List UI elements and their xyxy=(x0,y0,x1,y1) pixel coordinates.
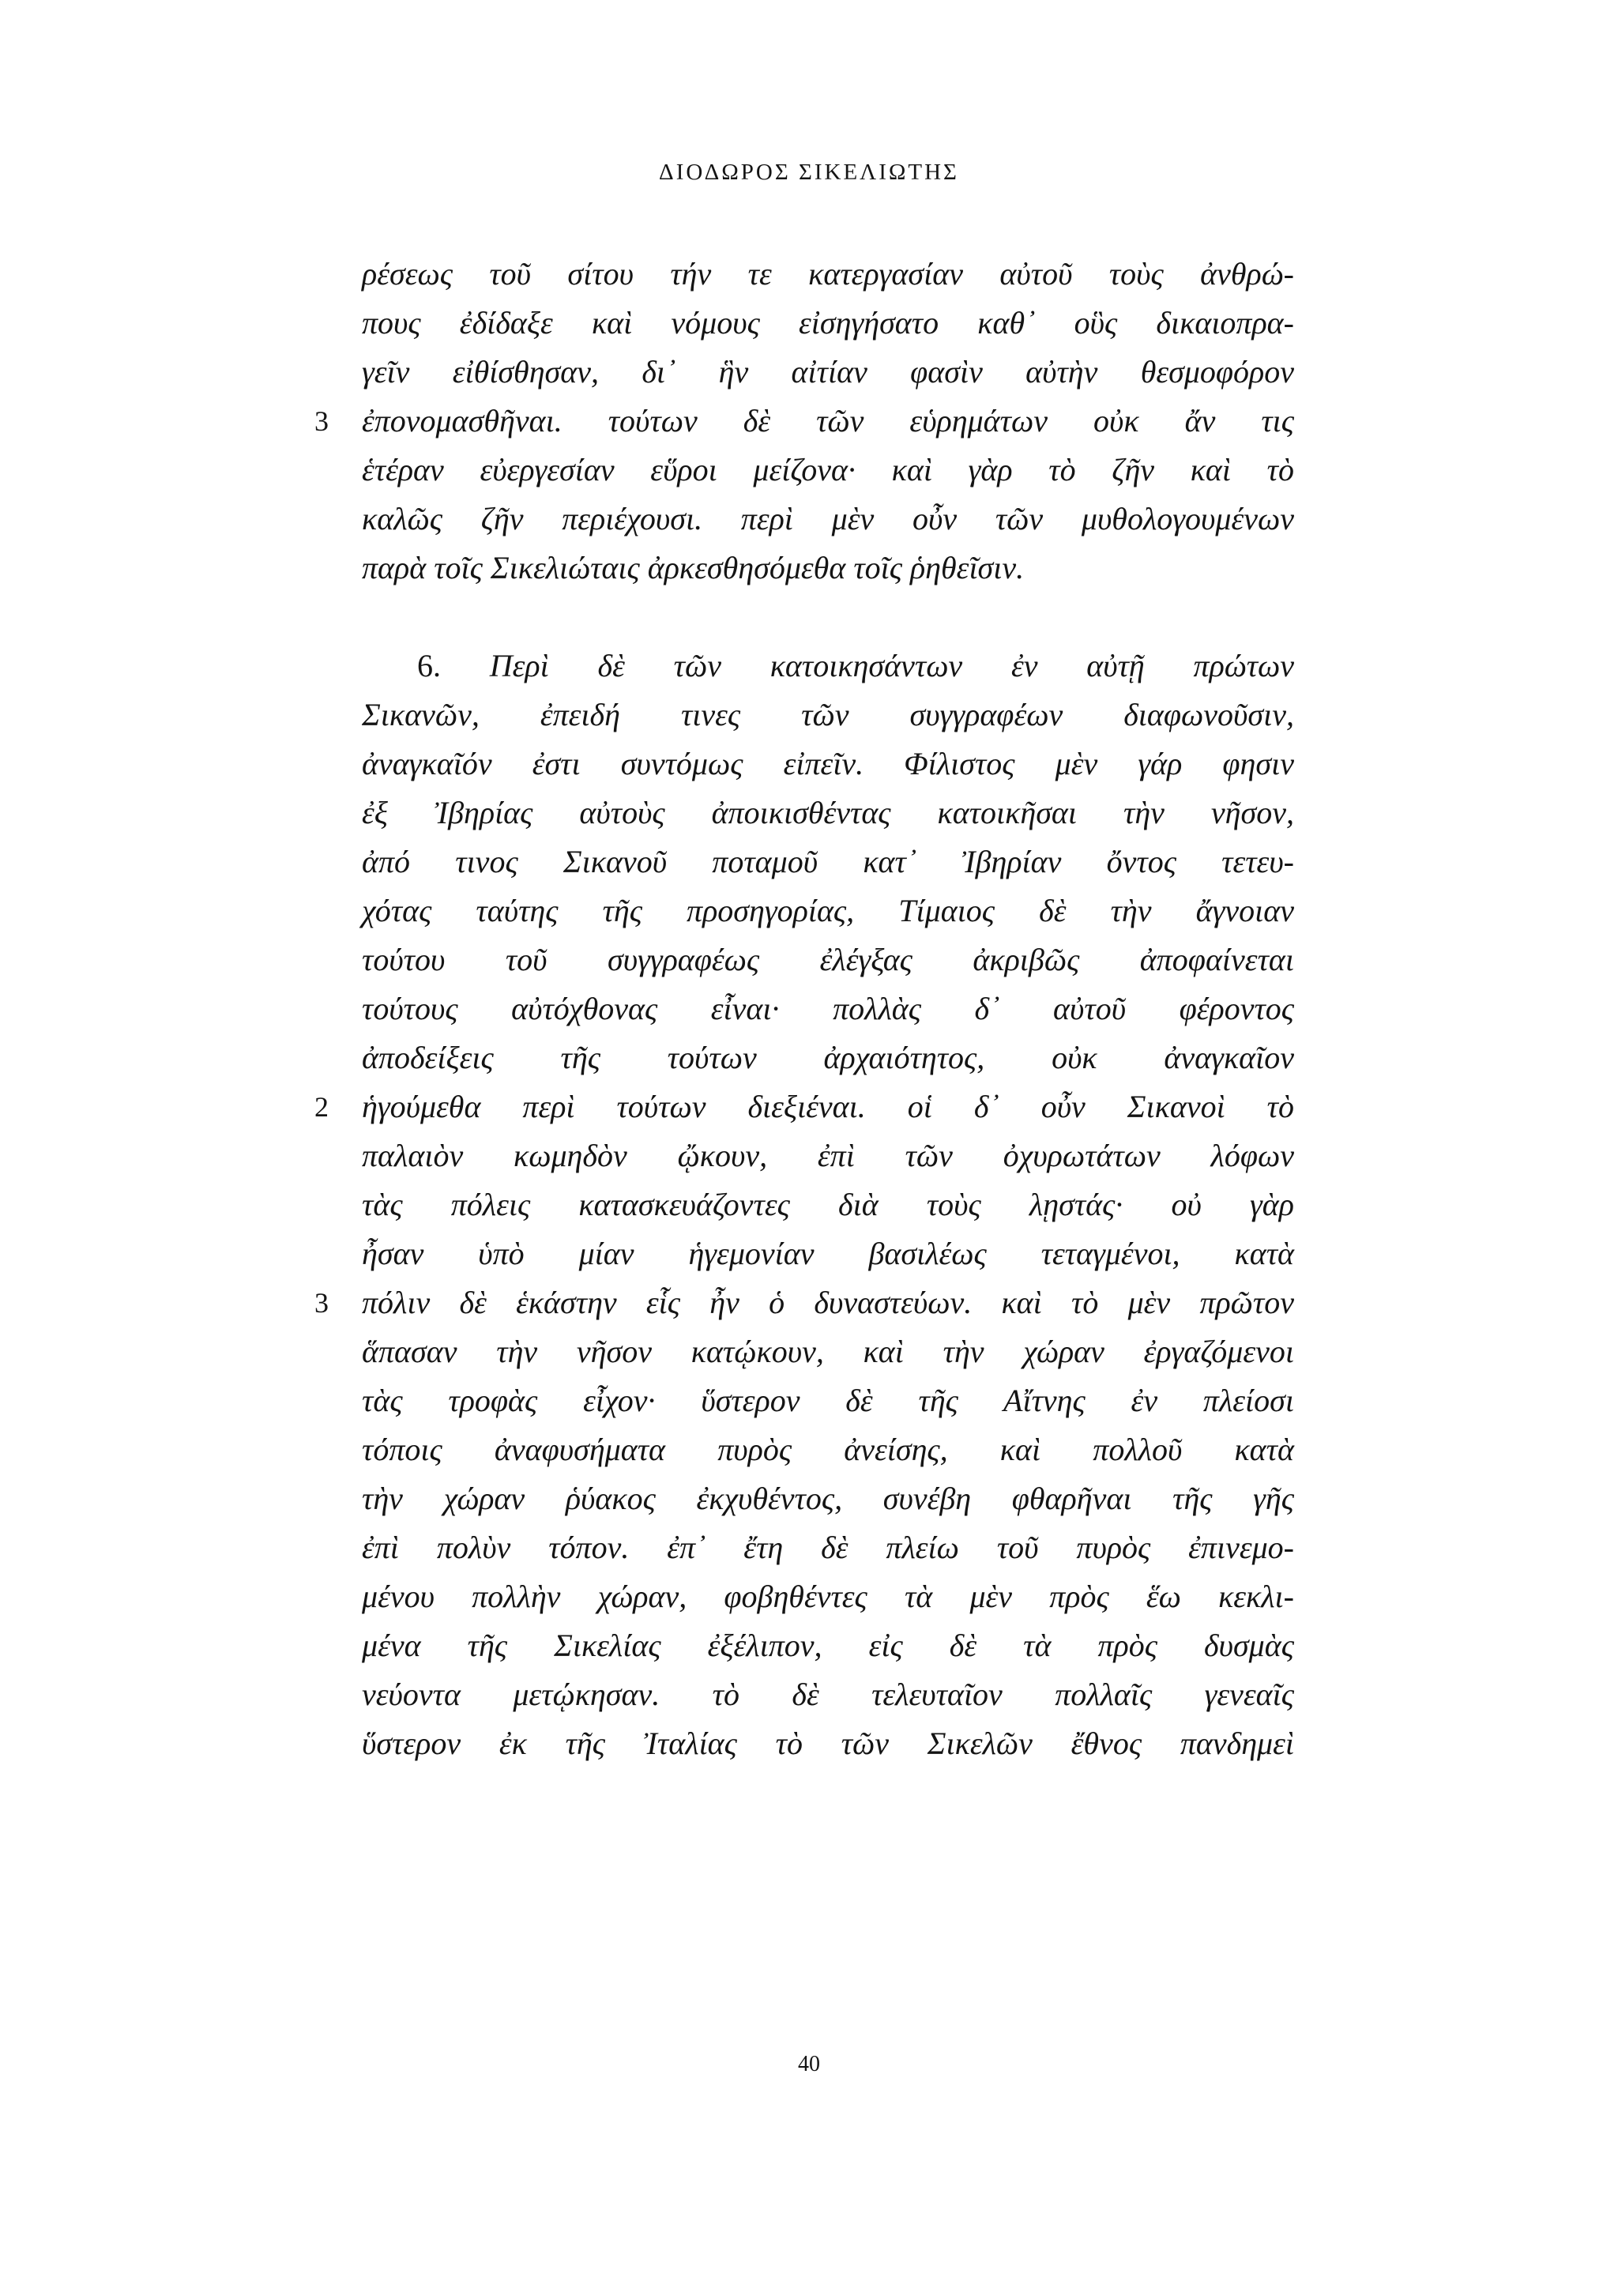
line-text: τὰς τροφὰς εἶχον· ὕστερον δὲ τῆς Αἴτνης ἐν πλείοσι xyxy=(362,1383,1294,1418)
line-text: τόποις ἀναφυσήματα πυρὸς ἀνείσης, καὶ πολλοῦ κατὰ xyxy=(362,1432,1294,1467)
line-text: ἑτέραν εὐεργεσίαν εὕροι μείζονα· καὶ γὰρ τὸ ζῆν καὶ τὸ xyxy=(362,452,1294,487)
line-text: γεῖν εἰθίσθησαν, δι᾽ ἣν αἰτίαν φασὶν αὐτὴν θεσμοφόρον xyxy=(362,354,1294,390)
text-line xyxy=(362,250,1294,299)
text-line xyxy=(362,446,1294,495)
text-line xyxy=(362,1621,1294,1670)
line-text: ἐπονομασθῆναι. τούτων δὲ τῶν εὑρημάτων οὐκ ἄν τις xyxy=(362,403,1294,438)
line-text: ρέσεως τοῦ σίτου τήν τε κατεργασίαν αὐτοῦ τοὺς ἀνθρώ- xyxy=(362,256,1294,292)
line-text: τὴν χώραν ῥύακος ἐκχυθέντος, συνέβη φθαρῆναι τῆς γῆς xyxy=(362,1481,1294,1516)
text-line xyxy=(362,740,1294,789)
text-line xyxy=(362,984,1294,1033)
marginal-number: 2 xyxy=(314,1091,329,1123)
text-line xyxy=(362,1180,1294,1229)
line-text: ὕστερον ἐκ τῆς Ἰταλίας τὸ τῶν Σικελῶν ἔθνος πανδημεὶ xyxy=(362,1726,1294,1761)
text-line xyxy=(362,1523,1294,1572)
line-text: ἅπασαν τὴν νῆσον κατῴκουν, καὶ τὴν χώραν ἐργαζόμενοι xyxy=(362,1334,1294,1369)
line-text: πόλιν δὲ ἑκάστην εἷς ἦν ὁ δυναστεύων. καὶ τὸ μὲν πρῶτον xyxy=(362,1285,1294,1320)
paragraph xyxy=(314,691,1294,1768)
section-first-line xyxy=(362,642,1294,691)
text-line xyxy=(362,348,1294,397)
text-line xyxy=(362,691,1294,740)
line-text: τούτους αὐτόχθονας εἶναι· πολλὰς δ᾽ αὐτοῦ φέροντος xyxy=(362,991,1294,1026)
line-text: τὰς πόλεις κατασκευάζοντες διὰ τοὺς λῃστάς· οὐ γὰρ xyxy=(362,1187,1294,1222)
text-line xyxy=(362,1719,1294,1768)
text-line xyxy=(314,1082,1294,1131)
main-text xyxy=(314,250,1295,1768)
line-text: νεύοντα μετῴκησαν. τὸ δὲ τελευταῖον πολλαῖς γενεαῖς xyxy=(362,1677,1294,1712)
line-text: ἡγούμεθα περὶ τούτων διεξιέναι. οἱ δ᾽ οὖν Σικανοὶ τὸ xyxy=(362,1089,1294,1124)
text-line xyxy=(362,837,1294,886)
text-line xyxy=(362,1670,1294,1719)
text-line xyxy=(362,1425,1294,1474)
text-line xyxy=(362,1474,1294,1523)
line-text: ἦσαν ὑπὸ μίαν ἡγεμονίαν βασιλέως τεταγμένοι, κατὰ xyxy=(362,1236,1294,1271)
text-line xyxy=(314,397,1294,446)
marginal-number: 3 xyxy=(314,1287,329,1319)
text-line xyxy=(362,1376,1294,1425)
text-line xyxy=(362,1131,1294,1180)
line-text: ἀπό τινος Σικανοῦ ποταμοῦ κατ᾽ Ἰβηρίαν ὄντος τετευ- xyxy=(362,844,1294,879)
text-line xyxy=(362,1327,1294,1376)
text-line xyxy=(362,544,1294,593)
paragraph xyxy=(314,250,1294,593)
line-text: μένου πολλὴν χώραν, φοβηθέντες τὰ μὲν πρὸς ἕω κεκλι- xyxy=(362,1579,1294,1614)
line-text: Σικανῶν, ἐπειδή τινες τῶν συγγραφέων διαφωνοῦσιν, xyxy=(362,697,1294,732)
line-text: τούτου τοῦ συγγραφέως ἐλέγξας ἀκριβῶς ἀποφαίνεται xyxy=(362,942,1294,977)
text-line xyxy=(362,1572,1294,1621)
line-text: ἀναγκαῖόν ἐστι συντόμως εἰπεῖν. Φίλιστος μὲν γάρ φησιν xyxy=(362,746,1294,781)
section-number: 6. xyxy=(417,648,441,683)
text-line xyxy=(362,886,1294,935)
text-line xyxy=(362,1229,1294,1278)
line-text: καλῶς ζῆν περιέχουσι. περὶ μὲν οὖν τῶν μυθολογουμένων xyxy=(362,501,1294,536)
line-text: παλαιὸν κωμηδὸν ᾤκουν, ἐπὶ τῶν ὀχυρωτάτων λόφων xyxy=(362,1138,1294,1173)
line-text: ἐξ Ἰβηρίας αὐτοὺς ἀποικισθέντας κατοικῆσαι τὴν νῆσον, xyxy=(362,795,1294,830)
text-line xyxy=(362,1033,1294,1082)
line-text: χότας ταύτης τῆς προσηγορίας, Τίμαιος δὲ τὴν ἄγνοιαν xyxy=(362,893,1294,928)
text-line xyxy=(362,935,1294,984)
page-number: 40 xyxy=(798,2052,820,2076)
text-line xyxy=(362,495,1294,544)
line-text: πους ἐδίδαξε καὶ νόμους εἰσηγήσατο καθ᾽ οὓς δικαιοπρα- xyxy=(362,305,1294,341)
marginal-number: 3 xyxy=(314,405,329,437)
line-text: μένα τῆς Σικελίας ἐξέλιπον, εἰς δὲ τὰ πρὸς δυσμὰς xyxy=(362,1628,1294,1663)
line-text: ἀποδείξεις τῆς τούτων ἀρχαιότητος, οὐκ ἀναγκαῖον xyxy=(362,1040,1294,1075)
running-head: ΔΙΟΔΩΡΟΣ ΣΙΚΕΛΙΩΤΗΣ xyxy=(659,160,959,185)
text-line xyxy=(314,1278,1294,1327)
line-text: ἐπὶ πολὺν τόπον. ἐπ᾽ ἔτη δὲ πλείω τοῦ πυρὸς ἐπινεμο- xyxy=(362,1530,1294,1565)
text-line xyxy=(362,789,1294,837)
text-line xyxy=(362,299,1294,348)
section-first-line-text: Περὶ δὲ τῶν κατοικησάντων ἐν αὐτῇ πρώτων xyxy=(489,648,1295,683)
line-text: παρὰ τοῖς Σικελιώταις ἀρκεσθησόμεθα τοῖς ῥηθεῖσιν. xyxy=(362,550,1025,585)
